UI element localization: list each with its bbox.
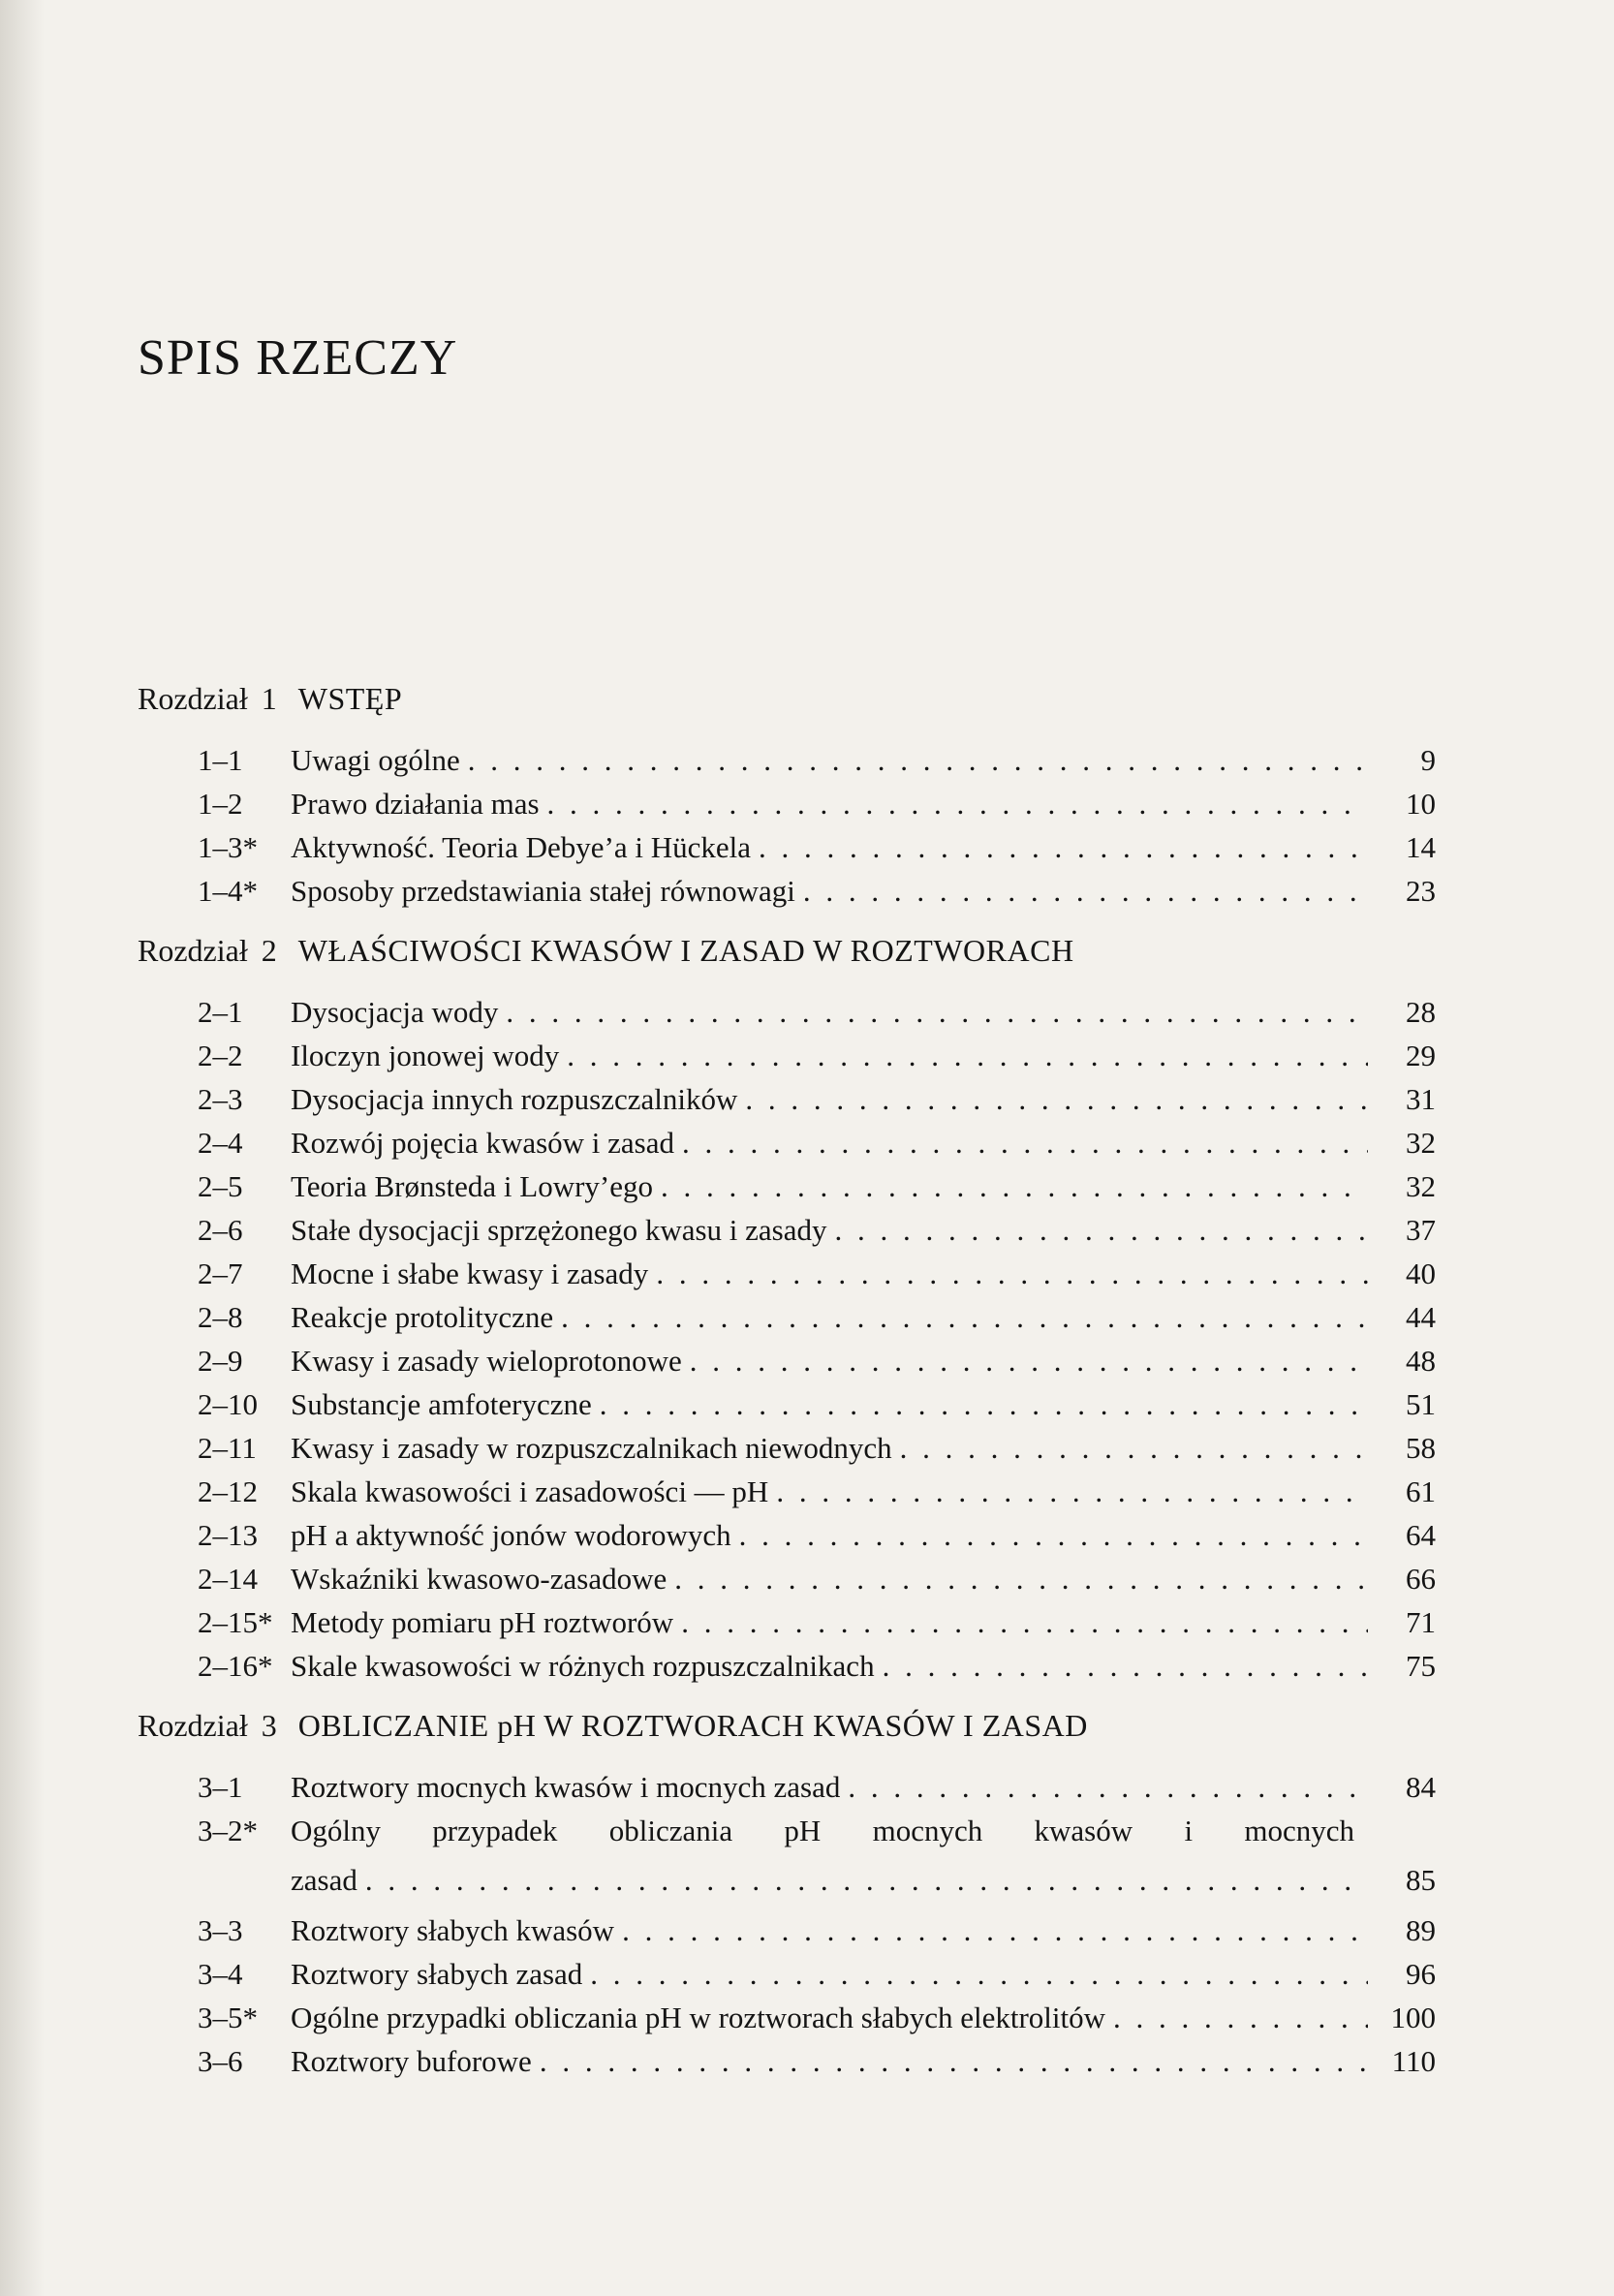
section-title: Sposoby przedstawiania stałej równowagi bbox=[291, 874, 795, 908]
dot-leader bbox=[674, 1557, 1368, 1600]
page-number: 64 bbox=[1406, 1518, 1436, 1552]
section-number: 2–10 bbox=[198, 1387, 258, 1421]
section-title: Rozwój pojęcia kwasów i zasad bbox=[291, 1126, 674, 1160]
chapter-title: OBLICZANIE pH W ROZTWORACH KWASÓW I ZASAD bbox=[297, 1708, 1088, 1743]
dot-leader bbox=[883, 1644, 1368, 1688]
toc-entry bbox=[138, 1339, 1436, 1382]
toc-entry bbox=[138, 825, 1436, 869]
section-number: 2–14 bbox=[198, 1562, 258, 1596]
toc-entry bbox=[138, 1295, 1436, 1339]
section-title: Substancje amfoteryczne bbox=[291, 1387, 592, 1421]
chapter-heading bbox=[138, 1701, 1436, 1750]
chapter-label: Rozdział bbox=[138, 1708, 248, 1743]
chapter-title: WSTĘP bbox=[297, 681, 403, 716]
dot-leader bbox=[561, 1295, 1368, 1339]
section-number: 2–7 bbox=[198, 1257, 243, 1290]
chapter-number: 2 bbox=[261, 933, 277, 968]
chapter-label: Rozdział bbox=[138, 681, 248, 716]
toc-entry bbox=[138, 1382, 1436, 1426]
page-number: 37 bbox=[1406, 1213, 1436, 1247]
entry-second-line bbox=[138, 1852, 1436, 1908]
page-number: 110 bbox=[1391, 2044, 1436, 2078]
table-of-contents bbox=[138, 674, 1436, 2096]
dot-leader bbox=[848, 1765, 1368, 1809]
section-title: Roztwory buforowe bbox=[291, 2044, 532, 2078]
toc-entry bbox=[138, 1470, 1436, 1513]
section-title: Dysocjacja innych rozpuszczalników bbox=[291, 1082, 738, 1116]
toc-entry bbox=[138, 1077, 1436, 1121]
section-title: Uwagi ogólne bbox=[291, 743, 460, 777]
dot-leader bbox=[506, 990, 1368, 1034]
dot-leader bbox=[681, 1600, 1368, 1644]
section-title: Prawo działania mas bbox=[291, 787, 540, 821]
section-number: 2–6 bbox=[198, 1213, 243, 1247]
section-title: Skale kwasowości w różnych rozpuszczalnikach bbox=[291, 1649, 875, 1683]
section-number: 1–1 bbox=[198, 743, 243, 777]
chapter-title: WŁAŚCIWOŚCI KWASÓW I ZASAD W ROZTWORACH bbox=[297, 933, 1074, 968]
section-title: Ogólny przypadek obliczania pH mocnych kwasów i mocnych bbox=[291, 1814, 1354, 1847]
toc-entry bbox=[138, 1034, 1436, 1077]
section-number: 2–13 bbox=[198, 1518, 258, 1552]
page-number: 100 bbox=[1390, 2001, 1436, 2034]
page-number: 10 bbox=[1406, 787, 1436, 821]
page-number: 28 bbox=[1406, 995, 1436, 1029]
page-number: 85 bbox=[1406, 1863, 1436, 1897]
toc-entry bbox=[138, 1765, 1436, 1809]
section-title: Aktywność. Teoria Debye’a i Hückela bbox=[291, 830, 752, 864]
chapter-heading bbox=[138, 926, 1436, 975]
dot-leader bbox=[745, 1077, 1368, 1121]
toc-entry bbox=[138, 1164, 1436, 1208]
page-title: SPIS RZECZY bbox=[138, 330, 458, 386]
section-number: 3–6 bbox=[198, 2044, 243, 2078]
page-number: 9 bbox=[1420, 743, 1436, 777]
page-number: 71 bbox=[1406, 1605, 1436, 1639]
page-number: 32 bbox=[1406, 1169, 1436, 1203]
section-number: 3–4 bbox=[198, 1957, 243, 1991]
page-number: 31 bbox=[1406, 1082, 1436, 1116]
dot-leader bbox=[656, 1252, 1368, 1295]
dot-leader bbox=[622, 1908, 1368, 1952]
section-title: Ogólne przypadki obliczania pH w roztworach słabych elektrolitów bbox=[291, 2001, 1106, 2034]
section-title: Teoria Brønsteda i Lowry’ego bbox=[291, 1169, 654, 1203]
page-number: 75 bbox=[1406, 1649, 1436, 1683]
section-title: Kwasy i zasady w rozpuszczalnikach niewodnych bbox=[291, 1431, 892, 1465]
dot-leader bbox=[803, 869, 1368, 913]
section-title: Roztwory słabych kwasów bbox=[291, 1913, 615, 1947]
toc-entry bbox=[138, 1996, 1436, 2039]
page-number: 23 bbox=[1406, 874, 1436, 908]
toc-entry bbox=[138, 2039, 1436, 2083]
section-title: Stałe dysocjacji sprzężonego kwasu i zasady bbox=[291, 1213, 827, 1247]
section-number: 1–4* bbox=[198, 874, 258, 908]
toc-entry bbox=[138, 990, 1436, 1034]
dot-leader bbox=[468, 738, 1368, 782]
page-number: 32 bbox=[1406, 1126, 1436, 1160]
dot-leader bbox=[600, 1382, 1368, 1426]
section-title: Roztwory mocnych kwasów i mocnych zasad bbox=[291, 1770, 841, 1804]
chapter-label: Rozdział bbox=[138, 933, 248, 968]
section-title: Reakcje protolityczne bbox=[291, 1300, 554, 1334]
section-number: 2–3 bbox=[198, 1082, 243, 1116]
dot-leader bbox=[682, 1121, 1368, 1164]
section-number: 2–12 bbox=[198, 1474, 258, 1508]
chapter-heading bbox=[138, 674, 1436, 723]
section-number: 2–2 bbox=[198, 1039, 243, 1072]
page-number: 14 bbox=[1406, 830, 1436, 864]
section-number: 2–4 bbox=[198, 1126, 243, 1160]
section-title: Wskaźniki kwasowo-zasadowe bbox=[291, 1562, 667, 1596]
page-number: 48 bbox=[1406, 1344, 1436, 1378]
section-title: Dysocjacja wody bbox=[291, 995, 499, 1029]
dot-leader bbox=[900, 1426, 1368, 1470]
toc-entry bbox=[138, 1809, 1436, 1908]
dot-leader bbox=[739, 1513, 1368, 1557]
dot-leader bbox=[690, 1339, 1368, 1382]
section-title: Skala kwasowości i zasadowości — pH bbox=[291, 1474, 769, 1508]
chapter-number: 3 bbox=[261, 1708, 277, 1743]
toc-entry bbox=[138, 1121, 1436, 1164]
dot-leader bbox=[365, 1852, 1368, 1908]
toc-entry bbox=[138, 1952, 1436, 1996]
page-number: 66 bbox=[1406, 1562, 1436, 1596]
scan-edge-shadow bbox=[0, 0, 45, 2296]
toc-entry bbox=[138, 738, 1436, 782]
section-title-continued: zasad bbox=[291, 1863, 357, 1897]
chapter-number: 1 bbox=[261, 681, 277, 716]
section-number: 2–9 bbox=[198, 1344, 243, 1378]
dot-leader bbox=[540, 2039, 1368, 2083]
toc-entry bbox=[138, 782, 1436, 825]
dot-leader bbox=[776, 1470, 1368, 1513]
section-number: 3–2* bbox=[198, 1814, 258, 1847]
section-title: pH a aktywność jonów wodorowych bbox=[291, 1518, 731, 1552]
toc-entry bbox=[138, 869, 1436, 913]
section-title: Mocne i słabe kwasy i zasady bbox=[291, 1257, 649, 1290]
page-number: 96 bbox=[1406, 1957, 1436, 1991]
chapter-3 bbox=[138, 1701, 1436, 2083]
section-title: Roztwory słabych zasad bbox=[291, 1957, 583, 1991]
toc-entry bbox=[138, 1252, 1436, 1295]
section-number: 2–8 bbox=[198, 1300, 243, 1334]
entry-list bbox=[138, 1765, 1436, 2083]
page-number: 84 bbox=[1406, 1770, 1436, 1804]
toc-entry bbox=[138, 1208, 1436, 1252]
page-number: 44 bbox=[1406, 1300, 1436, 1334]
dot-leader bbox=[661, 1164, 1368, 1208]
section-number: 2–15* bbox=[198, 1605, 273, 1639]
section-title: Iloczyn jonowej wody bbox=[291, 1039, 560, 1072]
toc-entry bbox=[138, 1513, 1436, 1557]
section-number: 2–16* bbox=[198, 1649, 273, 1683]
dot-leader bbox=[567, 1034, 1368, 1077]
entry-list bbox=[138, 990, 1436, 1688]
section-number: 2–5 bbox=[198, 1169, 243, 1203]
page-number: 58 bbox=[1406, 1431, 1436, 1465]
page-number: 51 bbox=[1406, 1387, 1436, 1421]
section-number: 1–2 bbox=[198, 787, 243, 821]
toc-entry bbox=[138, 1644, 1436, 1688]
entry-list bbox=[138, 738, 1436, 913]
section-title: Kwasy i zasady wieloprotonowe bbox=[291, 1344, 682, 1378]
section-number: 3–1 bbox=[198, 1770, 243, 1804]
toc-entry bbox=[138, 1557, 1436, 1600]
section-number: 1–3* bbox=[198, 830, 258, 864]
page-number: 40 bbox=[1406, 1257, 1436, 1290]
toc-entry bbox=[138, 1908, 1436, 1952]
section-title: Metody pomiaru pH roztworów bbox=[291, 1605, 674, 1639]
section-number: 2–11 bbox=[198, 1431, 257, 1465]
entry-first-line bbox=[138, 1809, 1436, 1852]
chapter-2 bbox=[138, 926, 1436, 1688]
dot-leader bbox=[835, 1208, 1368, 1252]
dot-leader bbox=[590, 1952, 1368, 1996]
section-number: 3–3 bbox=[198, 1913, 243, 1947]
section-number: 3–5* bbox=[198, 2001, 258, 2034]
page-number: 29 bbox=[1406, 1039, 1436, 1072]
page-number: 61 bbox=[1406, 1474, 1436, 1508]
toc-entry bbox=[138, 1426, 1436, 1470]
dot-leader bbox=[547, 782, 1368, 825]
section-number: 2–1 bbox=[198, 995, 243, 1029]
dot-leader bbox=[759, 825, 1368, 869]
dot-leader bbox=[1113, 1996, 1368, 2039]
toc-entry bbox=[138, 1600, 1436, 1644]
chapter-1 bbox=[138, 674, 1436, 913]
page-number: 89 bbox=[1406, 1913, 1436, 1947]
